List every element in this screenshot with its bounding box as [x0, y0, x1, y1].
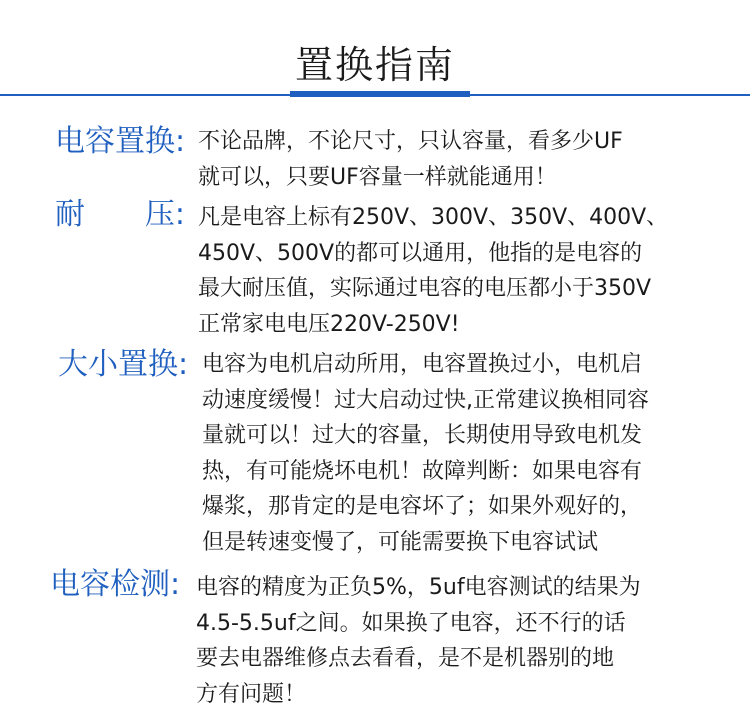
text-line: 凡是电容上标有250V、300V、350V、400V、	[198, 205, 669, 230]
text-line: 就可以，只要UF容量一样就能通用！	[198, 164, 557, 190]
text-line: 动速度缓慢！过大启动过快,正常建议换相同容	[202, 387, 649, 413]
text-line: 方有问题！	[196, 681, 307, 707]
section-text-voltage	[198, 200, 668, 342]
text-line: 电容的精度为正负5%，5uf电容测试的结果为	[196, 575, 641, 600]
label-part: 压:	[144, 197, 185, 232]
section-label-size: 大小置换:	[58, 347, 189, 382]
text-line: 但是转速变慢了，可能需要换下电容试试	[202, 529, 599, 555]
text-line: 4.5-5.5uf之间。如果换了电容，还不行的话	[196, 610, 626, 636]
section-text-size	[202, 347, 649, 560]
text-line: 正常家电电压220V-250V!	[198, 311, 460, 337]
title-section	[0, 0, 750, 100]
text-line: 爆浆，那肯定的是电容坏了；如果外观好的，	[202, 494, 643, 519]
text-line: 量就可以！过大的容量，长期使用导致电机发	[202, 423, 643, 448]
text-line: 最大耐压值，实际通过电容的电压都小于350V	[198, 276, 652, 301]
text-line: 电容为电机启动所用，电容置换过小，电机启	[202, 352, 643, 377]
text-line: 热，有可能烧坏电机！故障判断：如果电容有	[202, 458, 643, 484]
section-label-voltage	[55, 195, 185, 235]
section-label-replacement: 电容置换:	[55, 124, 186, 159]
title-accent-bar	[290, 91, 470, 97]
text-line: 不论品牌，不论尺寸，只认容量，看多少UF	[198, 129, 623, 154]
text-line: 要去电器维修点去看看，是不是机器别的地	[196, 646, 615, 671]
page-title: 置换指南	[294, 43, 455, 87]
section-text-replacement	[198, 124, 623, 195]
label-part: 耐	[55, 197, 85, 232]
text-line: 450V、500V的都可以通用，他指的是电容的	[198, 240, 643, 266]
section-text-testing	[196, 570, 641, 710]
section-label-testing: 电容检测:	[50, 567, 181, 602]
